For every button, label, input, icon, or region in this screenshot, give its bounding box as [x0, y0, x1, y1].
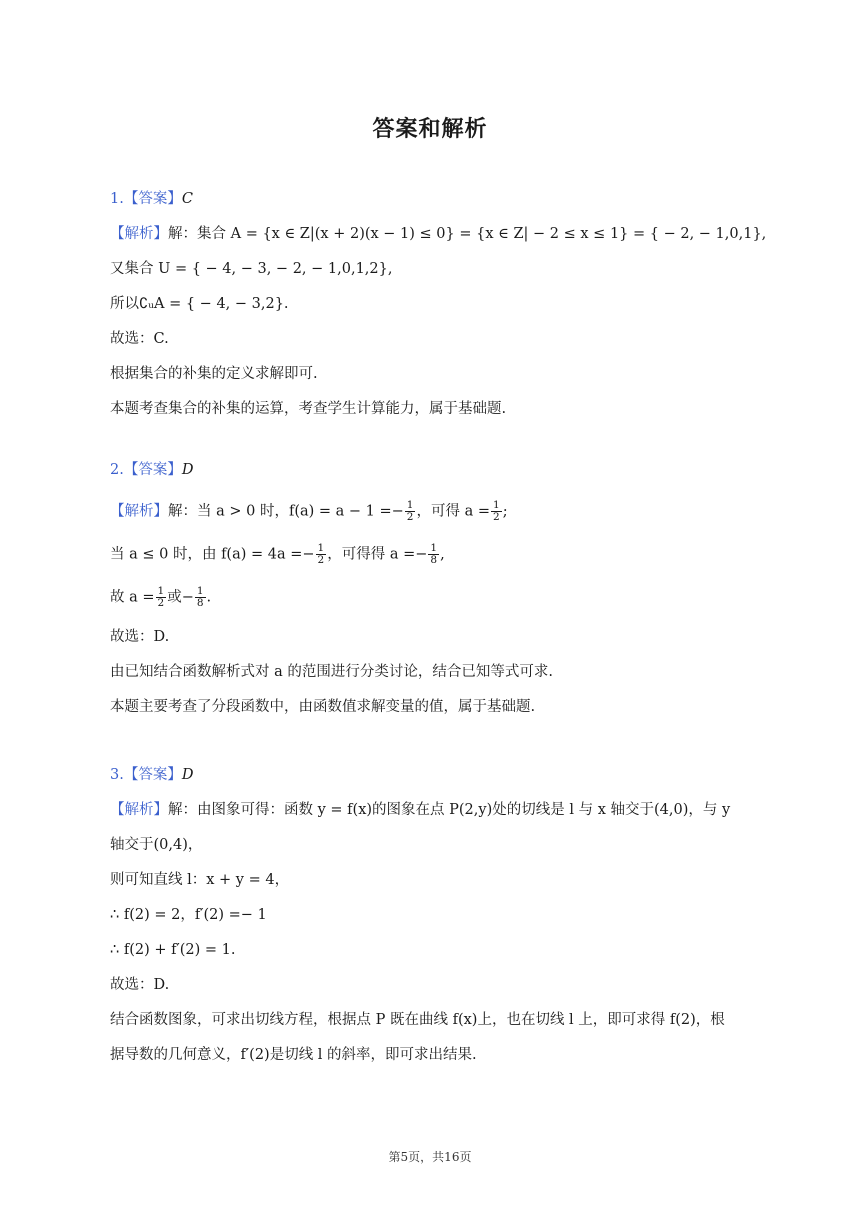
q2-answer-line — [110, 460, 770, 480]
q2-line-3: 故 a = $\frac{1}{2}$ 或− $\frac{1}{8}$ . — [110, 585, 212, 609]
q1-number: 1. — [110, 191, 124, 207]
q3-analysis-line-1 — [110, 800, 770, 820]
fraction-one-half: $\frac{1}{2}$ — [157, 585, 165, 609]
q3-answer-tag: 【答案】 — [123, 767, 182, 783]
q3-answer-line — [110, 765, 770, 785]
q1-line-3: 所以∁ᵤA = { − 4, − 3,2}. — [110, 296, 289, 312]
q1-line-2: 又集合 U = { − 4, − 3, − 2, − 1,0,1,2}, — [110, 261, 393, 277]
q3-number: 3. — [110, 767, 124, 783]
page-footer: 第5页，共16页 — [388, 1150, 472, 1164]
q3-line-2: 轴交于(0,4)， — [110, 837, 203, 853]
q1-line-6: 本题考查集合的补集的运算，考查学生计算能力，属于基础题. — [110, 401, 507, 417]
q3-answer: D — [181, 767, 194, 783]
fraction-one-half: $\frac{1}{2}$ — [406, 499, 414, 523]
fraction-one-half: $\frac{1}{2}$ — [317, 542, 325, 566]
q1-answer-tag: 【答案】 — [123, 191, 182, 207]
q2-answer: D — [181, 462, 194, 478]
question-1 — [110, 189, 770, 419]
q3-line-4: ∴ f(2) = 2，f′(2) =− 1 — [110, 907, 267, 923]
q2-text-1a: 解：当 a > 0 时，f(a) = a − 1 =− — [168, 503, 404, 520]
q3-line-6: 故选：D. — [110, 977, 170, 993]
q3-analysis-tag: 【解析】 — [110, 802, 168, 818]
page-title: 答案和解析 — [372, 117, 488, 142]
q1-analysis-line-1 — [110, 224, 770, 244]
q1-text-1: 解：集合 A = {x ∈ Z|(x + 2)(x − 1) ≤ 0} = {x ∈ Z| − 2 ≤ x ≤ 1} = { − 2, − 1,0,1}, — [168, 226, 767, 242]
q3-line-5: ∴ f(2) + f′(2) = 1. — [110, 942, 236, 958]
fraction-one-half: $\frac{1}{2}$ — [493, 499, 500, 523]
q2-analysis-tag: 【解析】 — [110, 503, 168, 520]
q2-answer-tag: 【答案】 — [123, 462, 182, 478]
q1-answer: C — [181, 191, 193, 207]
q3-line-8: 据导数的几何意义，f′(2)是切线 l 的斜率，即可求出结果. — [110, 1047, 477, 1063]
q3-text-1: 解：由图象可得：函数 y = f(x)的图象在点 P(2,y)处的切线是 l 与 x 轴交于(4,0)，与 y — [168, 802, 731, 818]
fraction-one-eighth: $\frac{1}{8}$ — [196, 585, 204, 609]
q3-line-3: 则可知直线 l：x + y = 4， — [110, 872, 290, 888]
q1-line-5: 根据集合的补集的定义求解即可. — [110, 366, 318, 382]
q3-line-7: 结合函数图象，可求出切线方程，根据点 P 既在曲线 f(x)上，也在切线 l 上，即可求得 f(2)，根 — [110, 1012, 725, 1028]
q2-line-2: 当 a ≤ 0 时，由 f(a) = 4a =− $\frac{1}{2}$ ，可得得 a =− $\frac{1}{8}$ , — [110, 542, 445, 566]
q1-line-4: 故选：C. — [110, 331, 169, 347]
q2-analysis-line-1: 【解析】解：当 a > 0 时，f(a) = a − 1 =− $\frac{1}{2}$ ，可得 a = $\frac{1}{2}$ ; — [110, 499, 508, 523]
q2-line-4: 故选：D. — [110, 629, 170, 645]
question-3 — [110, 765, 770, 1065]
q1-answer-line — [110, 189, 770, 209]
q2-line-6: 本题主要考查了分段函数中，由函数值求解变量的值，属于基础题. — [110, 699, 536, 715]
q2-line-5: 由已知结合函数解析式对 a 的范围进行分类讨论，结合已知等式可求. — [110, 664, 553, 680]
q1-analysis-tag: 【解析】 — [110, 226, 168, 242]
q2-text-1b: ，可得 a = — [416, 503, 490, 520]
q2-number: 2. — [110, 462, 124, 478]
question-2 — [110, 460, 770, 717]
fraction-one-eighth: $\frac{1}{8}$ — [430, 542, 438, 566]
